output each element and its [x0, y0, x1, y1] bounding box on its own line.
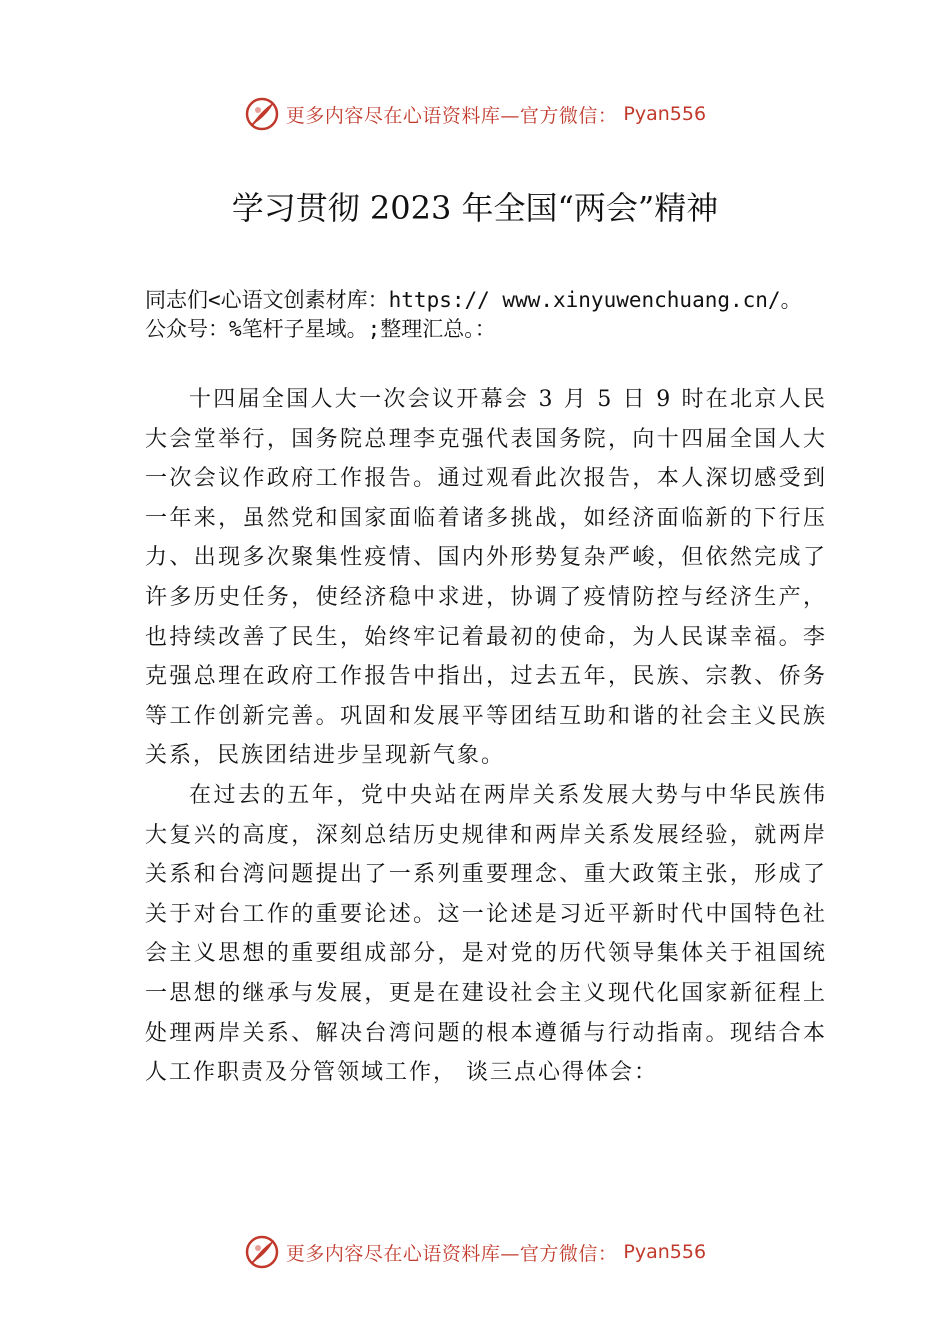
banner-text: 更多内容尽在心语资料库—官方微信： [285, 104, 618, 127]
banner-text: 更多内容尽在心语资料库—官方微信： [285, 1242, 618, 1265]
document-body [145, 380, 827, 1093]
document-title: 学习贯彻 2023 年全国“两会”精神 [231, 189, 719, 227]
paragraph: 在过去的五年，党中央站在两岸关系发展大势与中华民族伟大复兴的高度，深刻总结历史规律和两岸关系发展经验，就两岸关系和台湾问题提出了一系列重要理念、重大政策主张，形成了关于对台工作的重要论述。这一论述是习近平新时代中国特色社会主义思想的重要组成部分，是对党的历代领导集体关于祖国统一思想的继承与发展，更是在建设社会主义现代化国家新征程上处理两岸关系、解决台湾问题的根本遵循与行动指南。现结合本人工作职责及分管领域工作， 谈三点心得体会： [145, 782, 827, 1086]
wechat-id: Pyan556 [623, 103, 707, 125]
paragraph: 十四届全国人大一次会议开幕会 3 月 5 日 9 时在北京人民大会堂举行，国务院总理李克强代表国务院，向十四届全国人大一次会议作政府工作报告。通过观看此次报告，本人深切感受到一年来，虽然党和国家面临着诸多挑战，如经济面临新的下行压力、出现多次聚集性疫情、国内外形势复杂严峻，但依然完成了许多历史任务，使经济稳中求进，协调了疫情防控与经济生产，也持续改善了民生，始终牢记着最初的使命，为人民谋幸福。李克强总理在政府工作报告中指出，过去五年，民族、宗教、侨务等工作创新完善。巩固和发展平等团结互助和谐的社会主义民族关系，民族团结进步呈现新气象。 [145, 387, 827, 769]
quill-pen-logo-icon [244, 1234, 280, 1270]
wechat-id: Pyan556 [623, 1241, 707, 1263]
footer-banner [0, 1232, 950, 1272]
intro-text: 同志们<心语文创素材库：https:// www.xinyuwenchuang.cn/。公众号：%笔杆子星域。;整理汇总。： [145, 288, 802, 341]
quill-pen-logo-icon [244, 96, 280, 132]
header-banner [0, 94, 950, 134]
